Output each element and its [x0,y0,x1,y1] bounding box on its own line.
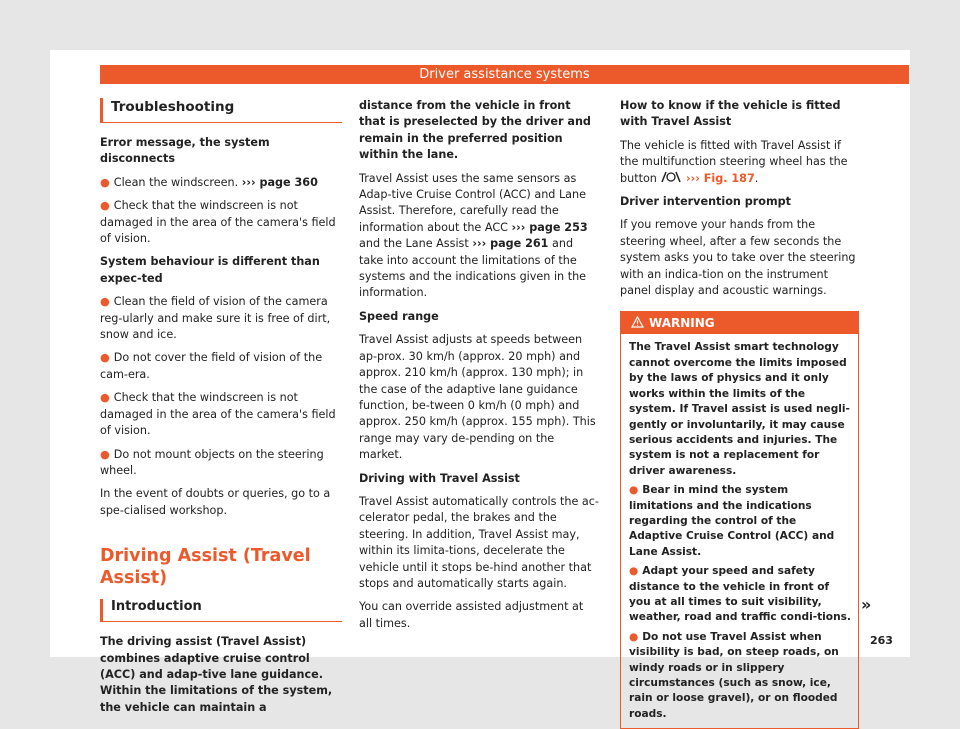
system-behaviour-heading: System behaviour is different than expec-ted [100,255,320,285]
prompt-heading: Driver intervention prompt [620,195,791,209]
steering-assist-button-icon [660,171,682,183]
chapter-heading: Driving Assist (Travel Assist) [100,546,311,589]
page-header: Driver assistance systems [100,65,909,84]
error-message-heading: Error message, the system disconnects [100,136,270,166]
column-left [100,98,342,723]
warning-paragraph: The Travel Assist smart technology cannot overcome the limits imposed by the laws of physics and it only works within the limits of the system. If Travel assist is used negli-gently or involuntarily, it may cause serious accidents and injuries. The system is not a replacement for driver awareness. [629,341,850,477]
page-link[interactable]: ››› page 253 [511,220,588,234]
speed-range-heading: Speed range [359,309,439,323]
bullet-item: ● Clean the windscreen. ››› page 360 [100,175,318,189]
bullet-icon: ● [100,351,110,365]
bullet-icon: ● [629,565,639,578]
column-middle [359,98,599,639]
bullet-item: ● Check that the windscreen is not damaged in the area of the camera's field of vision. [100,199,336,246]
driving-paragraph: Travel Assist automatically controls the ac-celerator pedal, the brakes and the steering. In addition, Travel Assist may, within its limita-tions, decelerate the vehicle until it stops be-hind another that stops and automatically starts again. [359,494,599,590]
section-title-introduction: Introduction [100,599,342,622]
bullet-icon: ● [100,199,110,213]
bullet-icon: ● [629,630,639,643]
prompt-paragraph: If you remove your hands from the steering wheel, after a few seconds the system asks you to take over the steering with an indica-tion on the instrument panel display and acoustic warnings. [620,218,856,298]
document-page [50,50,910,720]
override-paragraph: You can override assisted adjustment at all times. [359,600,584,630]
page-number: 263 [870,634,893,647]
driving-heading: Driving with Travel Assist [359,471,520,485]
bullet-item: ● Adapt your speed and safety distance to the vehicle in front of you at all times to suit visibility, weather, road and traffic condi-tions. [629,565,851,624]
bullet-item: ● Do not use Travel Assist when visibility is bad, on steep roads, on windy roads or in slippery circumstances (such as snow, ice, rain or loose gravel), or on flooded roads. [629,630,839,720]
intro-paragraph-continued: distance from the vehicle in front that is preselected by the driver and remain in the preferred position within the lane. [359,99,591,162]
page-link[interactable]: ››› page 360 [241,175,318,189]
warning-box [620,311,859,729]
fitted-heading: How to know if the vehicle is fitted with Travel Assist [620,99,841,129]
bullet-icon: ● [100,175,110,189]
doubts-paragraph: In the event of doubts or queries, go to a spe-cialised workshop. [100,487,331,517]
intro-paragraph: The driving assist (Travel Assist) combines adaptive cruise control (ACC) and adap-tive lane guidance. Within the limitations of the system, the vehicle can maintain a [100,635,333,714]
column-right [620,98,859,729]
page-link[interactable]: ››› page 261 [472,237,549,251]
bullet-icon: ● [100,447,110,461]
bullet-icon: ● [100,295,110,309]
bullet-item: ● Bear in mind the system limitations and the indications regarding the control of the Adaptive Cruise Control (ACC) and Lane Assist. [629,484,835,558]
fitted-paragraph: The vehicle is fitted with Travel Assist if the multifunction steering wheel has the button ››› Fig. 187. [620,138,848,185]
continue-arrow-icon: » [861,595,872,614]
speed-range-paragraph: Travel Assist adjusts at speeds between ap-prox. 30 km/h (approx. 20 mph) and approx. 210 km/h (approx. 130 mph); in the case of the adaptive lane guidance function, be-tween 0 km/h (0 mph) and approx. 250 km/h (approx. 155 mph). This range may vary de-pending on the market. [359,333,596,462]
section-title-troubleshooting: Troubleshooting [100,98,342,123]
bullet-item: ● Do not mount objects on the steering wheel. [100,447,324,477]
sensors-paragraph: Travel Assist uses the same sensors as Adap-tive Cruise Control (ACC) and Lane Assist. Therefore, carefully read the information about the ACC ››› page 253 and the Lane Assist ››› page 261 and take into account the limitations of the systems and the indications given in the information. [359,171,588,300]
bullet-item: ● Do not cover the field of vision of the cam-era. [100,351,323,381]
bullet-item: ● Check that the windscreen is not damaged in the area of the camera's field of vision. [100,391,336,438]
bullet-icon: ● [629,484,639,497]
bullet-icon: ● [100,391,110,405]
bullet-item: ● Clean the field of vision of the camera reg-ularly and make sure it is free of dirt, snow and ice. [100,295,331,342]
warning-triangle-icon [631,316,644,328]
warning-header: WARNING [621,312,858,334]
warning-body [621,334,858,728]
figure-link[interactable]: ››› Fig. 187 [686,171,755,185]
